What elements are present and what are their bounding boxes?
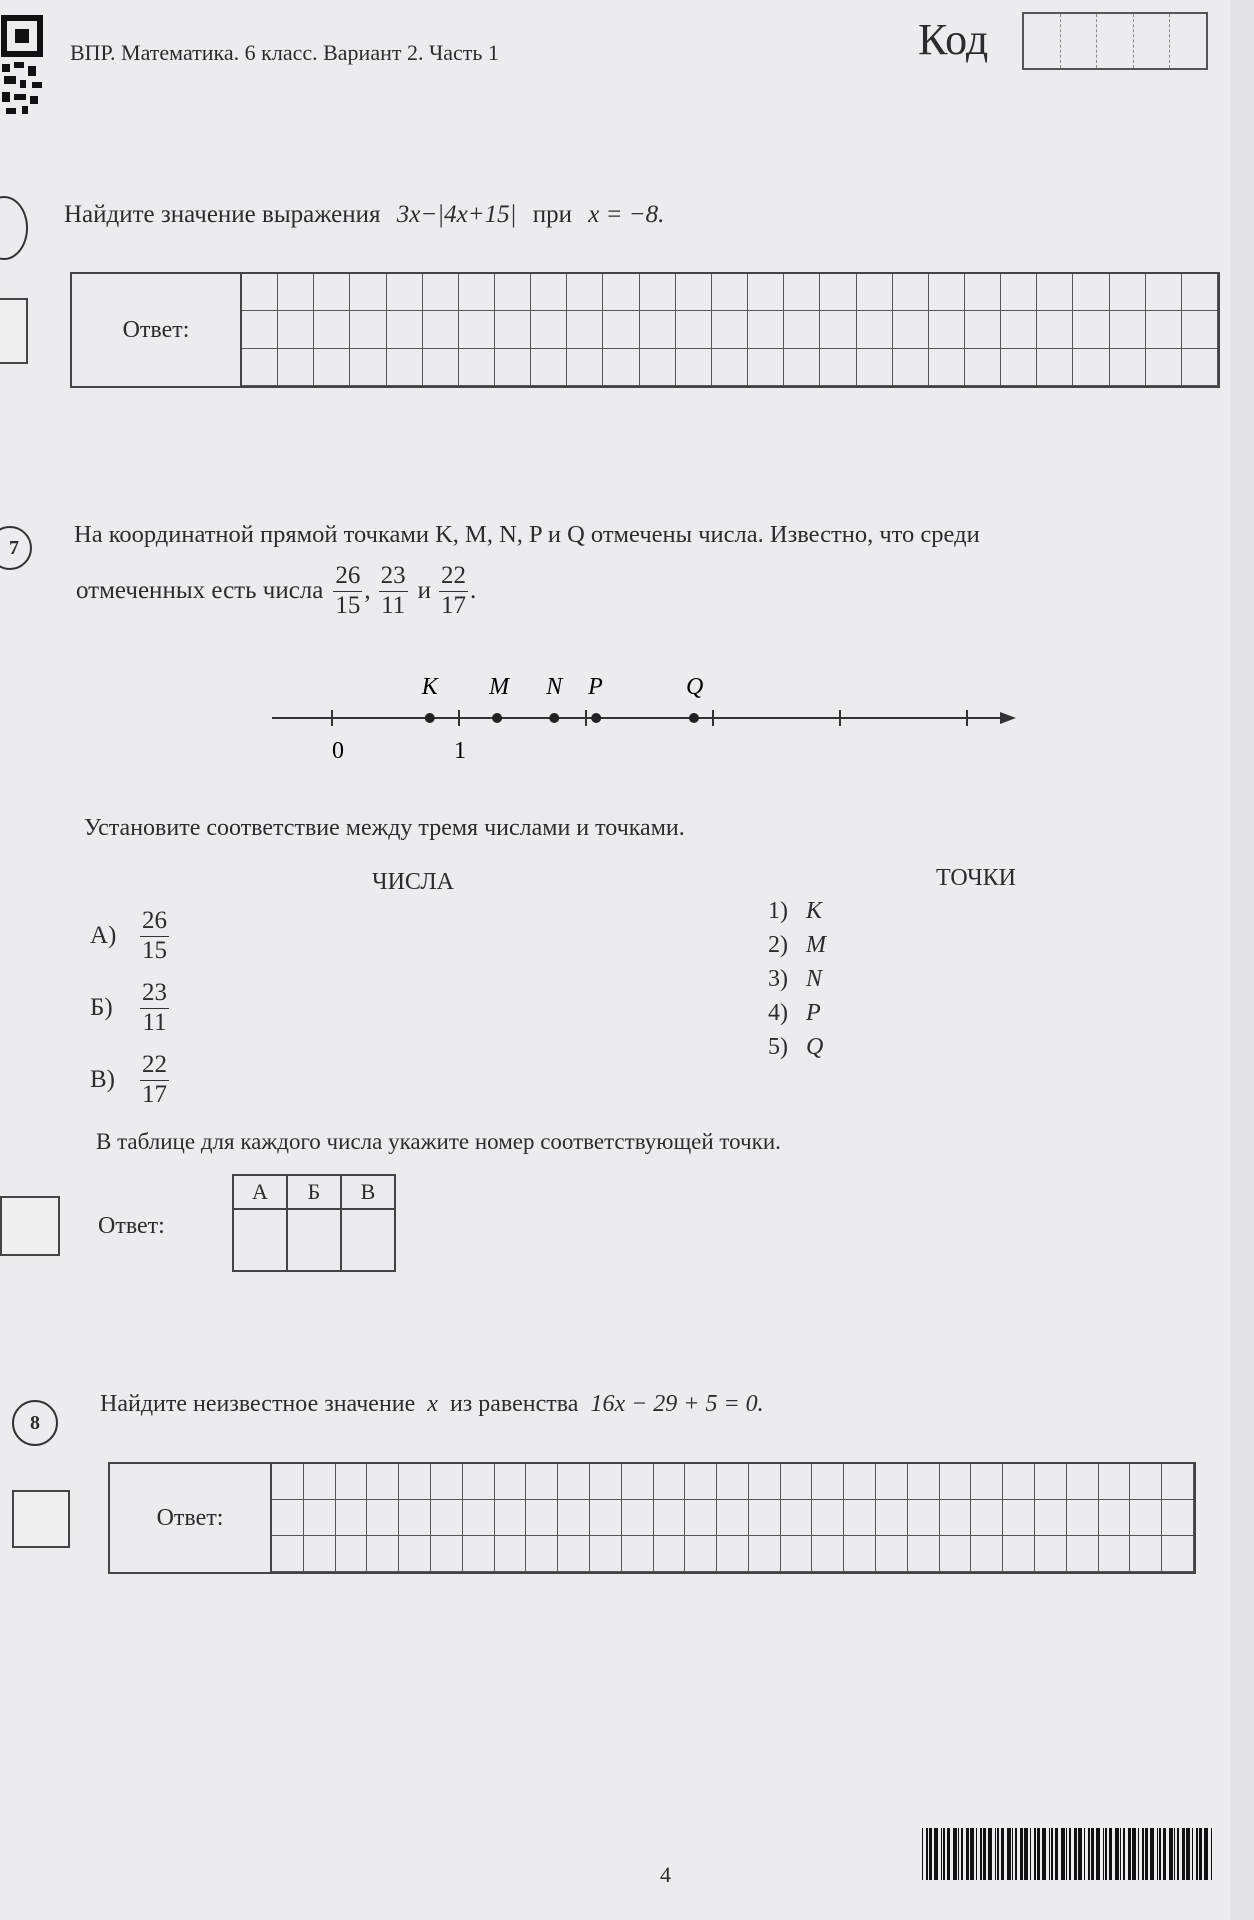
grid-cell[interactable] xyxy=(590,1500,622,1536)
grid-cell[interactable] xyxy=(812,1464,844,1500)
point-m xyxy=(492,713,502,723)
grid-cell[interactable] xyxy=(1099,1464,1131,1500)
grid-cell[interactable] xyxy=(431,1500,463,1536)
grid-cell[interactable] xyxy=(622,1536,654,1572)
grid-cell[interactable] xyxy=(278,349,314,386)
point-label-p: P xyxy=(588,674,603,700)
task8-score-box[interactable] xyxy=(12,1490,70,1548)
grid-cell[interactable] xyxy=(685,1464,717,1500)
grid-cell[interactable] xyxy=(893,274,929,311)
grid-cell[interactable] xyxy=(749,1500,781,1536)
point-label-n: N xyxy=(546,674,563,700)
grid-cell[interactable] xyxy=(1035,1500,1067,1536)
grid-cell[interactable] xyxy=(314,274,350,311)
grid-cell[interactable] xyxy=(590,1464,622,1500)
grid-cell[interactable] xyxy=(558,1500,590,1536)
grid-cell[interactable] xyxy=(423,274,459,311)
task6-answer-box[interactable] xyxy=(70,272,1220,388)
answer-label: Ответ: xyxy=(110,1464,272,1572)
grid-cell[interactable] xyxy=(526,1536,558,1572)
grid-cell[interactable] xyxy=(820,274,856,311)
grid-cell[interactable] xyxy=(526,1500,558,1536)
grid-cell[interactable] xyxy=(350,349,386,386)
grid-cell[interactable] xyxy=(685,1500,717,1536)
grid-cell[interactable] xyxy=(844,1464,876,1500)
grid-cell[interactable] xyxy=(812,1536,844,1572)
grid-cell[interactable] xyxy=(495,1464,527,1500)
grid-cell[interactable] xyxy=(336,1500,368,1536)
task8-number-circle: 8 xyxy=(12,1400,58,1446)
grid-cell[interactable] xyxy=(1003,1500,1035,1536)
grid-cell[interactable] xyxy=(749,1464,781,1500)
grid-cell[interactable] xyxy=(965,311,1001,348)
point-label-m: M xyxy=(489,674,510,700)
point-choice-4: 4) P xyxy=(768,1000,821,1026)
grid-cell[interactable] xyxy=(463,1536,495,1572)
grid-cell[interactable] xyxy=(622,1500,654,1536)
code-label: Код xyxy=(918,15,989,64)
grid-cell[interactable] xyxy=(567,311,603,348)
grid-cell[interactable] xyxy=(676,311,712,348)
grid-cell[interactable] xyxy=(336,1464,368,1500)
barcode-icon xyxy=(922,1828,1214,1880)
number-options xyxy=(90,900,171,1116)
task6-answer-grid[interactable] xyxy=(242,274,1218,386)
point-k xyxy=(425,713,435,723)
grid-cell[interactable] xyxy=(242,349,278,386)
grid-cell[interactable] xyxy=(1037,274,1073,311)
grid-cell[interactable] xyxy=(712,311,748,348)
grid-cell[interactable] xyxy=(876,1464,908,1500)
col-header-a: А xyxy=(233,1175,287,1209)
grid-cell[interactable] xyxy=(712,349,748,386)
grid-cell[interactable] xyxy=(748,274,784,311)
grid-cell[interactable] xyxy=(820,311,856,348)
answer-cell-v[interactable] xyxy=(341,1209,395,1271)
task8-answer-box[interactable] xyxy=(108,1462,1196,1574)
grid-cell[interactable] xyxy=(272,1500,304,1536)
grid-cell[interactable] xyxy=(1067,1464,1099,1500)
grid-cell[interactable] xyxy=(367,1536,399,1572)
option-a: А) $\frac{26}{15}$ xyxy=(90,906,167,964)
grid-cell[interactable] xyxy=(857,349,893,386)
grid-cell[interactable] xyxy=(242,311,278,348)
option-b: Б) $\frac{23}{11}$ xyxy=(90,978,167,1036)
answer-cell-a[interactable] xyxy=(233,1209,287,1271)
grid-cell[interactable] xyxy=(1162,1500,1194,1536)
tick-label-0: 0 xyxy=(332,738,344,764)
option-v: В) $\frac{22}{17}$ xyxy=(90,1050,167,1108)
grid-cell[interactable] xyxy=(857,311,893,348)
grid-cell[interactable] xyxy=(784,311,820,348)
grid-cell[interactable] xyxy=(1001,349,1037,386)
grid-cell[interactable] xyxy=(590,1536,622,1572)
grid-cell[interactable] xyxy=(1001,274,1037,311)
grid-cell[interactable] xyxy=(336,1536,368,1572)
grid-cell[interactable] xyxy=(423,349,459,386)
task7-table-instruction: В таблице для каждого числа укажите номер соответствующей точки. xyxy=(96,1129,781,1154)
grid-cell[interactable] xyxy=(1099,1536,1131,1572)
grid-cell[interactable] xyxy=(1037,349,1073,386)
grid-cell[interactable] xyxy=(495,311,531,348)
grid-cell[interactable] xyxy=(387,349,423,386)
grid-cell[interactable] xyxy=(654,1464,686,1500)
grid-cell[interactable] xyxy=(1035,1464,1067,1500)
grid-cell[interactable] xyxy=(387,311,423,348)
number-line xyxy=(260,666,1020,776)
grid-cell[interactable] xyxy=(781,1500,813,1536)
grid-cell[interactable] xyxy=(1073,349,1109,386)
grid-cell[interactable] xyxy=(1073,311,1109,348)
grid-cell[interactable] xyxy=(844,1500,876,1536)
grid-cell[interactable] xyxy=(1110,311,1146,348)
grid-cell[interactable] xyxy=(495,1536,527,1572)
grid-cell[interactable] xyxy=(717,1500,749,1536)
qr-code-icon xyxy=(0,14,46,118)
point-q xyxy=(689,713,699,723)
grid-cell[interactable] xyxy=(431,1536,463,1572)
grid-cell[interactable] xyxy=(399,1464,431,1500)
grid-cell[interactable] xyxy=(531,311,567,348)
point-label-k: K xyxy=(421,674,438,700)
grid-cell[interactable] xyxy=(558,1464,590,1500)
grid-cell[interactable] xyxy=(314,311,350,348)
grid-cell[interactable] xyxy=(971,1536,1003,1572)
grid-cell[interactable] xyxy=(314,349,350,386)
grid-cell[interactable] xyxy=(463,1500,495,1536)
grid-cell[interactable] xyxy=(965,349,1001,386)
grid-cell[interactable] xyxy=(1146,311,1182,348)
page-title: ВПР. Математика. 6 класс. Вариант 2. Часть 1 xyxy=(70,40,499,65)
task7-text-line2: отмеченных есть числа $\frac{26}{15}$ , $\frac{23}{11}$ и $\frac{22}{17}$ . xyxy=(76,562,477,619)
grid-cell[interactable] xyxy=(748,311,784,348)
grid-cell[interactable] xyxy=(640,311,676,348)
grid-cell[interactable] xyxy=(431,1464,463,1500)
grid-cell[interactable] xyxy=(940,1464,972,1500)
grid-cell[interactable] xyxy=(367,1464,399,1500)
grid-cell[interactable] xyxy=(423,311,459,348)
grid-cell[interactable] xyxy=(1035,1536,1067,1572)
tick-label-1: 1 xyxy=(454,738,466,764)
grid-cell[interactable] xyxy=(929,349,965,386)
task8-text: Найдите неизвестное значение x из равенства 16x − 29 + 5 = 0. xyxy=(100,1391,764,1417)
grid-cell[interactable] xyxy=(1001,311,1037,348)
grid-cell[interactable] xyxy=(387,274,423,311)
grid-cell[interactable] xyxy=(495,349,531,386)
grid-cell[interactable] xyxy=(459,311,495,348)
grid-cell[interactable] xyxy=(350,274,386,311)
grid-cell[interactable] xyxy=(1067,1536,1099,1572)
grid-cell[interactable] xyxy=(844,1536,876,1572)
grid-cell[interactable] xyxy=(908,1500,940,1536)
grid-cell[interactable] xyxy=(567,274,603,311)
grid-cell[interactable] xyxy=(399,1500,431,1536)
grid-cell[interactable] xyxy=(857,274,893,311)
grid-cell[interactable] xyxy=(1130,1536,1162,1572)
grid-cell[interactable] xyxy=(876,1536,908,1572)
grid-cell[interactable] xyxy=(304,1500,336,1536)
grid-cell[interactable] xyxy=(1037,311,1073,348)
code-input-box[interactable] xyxy=(1022,12,1208,70)
grid-cell[interactable] xyxy=(971,1464,1003,1500)
col-header-v: В xyxy=(341,1175,395,1209)
point-choice-5: 5) Q xyxy=(768,1034,824,1060)
numbers-column-title: ЧИСЛА xyxy=(372,869,454,895)
axis-arrow xyxy=(1000,712,1016,724)
grid-cell[interactable] xyxy=(1067,1500,1099,1536)
point-choice-2: 2) M xyxy=(768,932,826,958)
task7-text-line1: На координатной прямой точками K, M, N, P и Q отмечены числа. Известно, что среди xyxy=(74,521,980,548)
grid-cell[interactable] xyxy=(526,1464,558,1500)
answer-label: Ответ: xyxy=(98,1213,165,1239)
grid-cell[interactable] xyxy=(278,274,314,311)
grid-cell[interactable] xyxy=(1162,1536,1194,1572)
grid-cell[interactable] xyxy=(272,1536,304,1572)
task7-answer-table[interactable] xyxy=(232,1174,396,1272)
grid-cell[interactable] xyxy=(717,1464,749,1500)
point-p xyxy=(591,713,601,723)
grid-cell[interactable] xyxy=(654,1500,686,1536)
grid-cell[interactable] xyxy=(1003,1464,1035,1500)
grid-cell[interactable] xyxy=(603,274,639,311)
grid-cell[interactable] xyxy=(784,274,820,311)
grid-cell[interactable] xyxy=(1130,1500,1162,1536)
grid-cell[interactable] xyxy=(1003,1536,1035,1572)
grid-cell[interactable] xyxy=(940,1536,972,1572)
grid-cell[interactable] xyxy=(781,1536,813,1572)
grid-cell[interactable] xyxy=(622,1464,654,1500)
grid-cell[interactable] xyxy=(1182,274,1218,311)
grid-cell[interactable] xyxy=(242,274,278,311)
answer-label: Ответ: xyxy=(72,274,242,386)
point-label-q: Q xyxy=(685,674,704,700)
grid-cell[interactable] xyxy=(749,1536,781,1572)
grid-cell[interactable] xyxy=(640,349,676,386)
grid-cell[interactable] xyxy=(531,274,567,311)
answer-cell-b[interactable] xyxy=(287,1209,341,1271)
grid-cell[interactable] xyxy=(495,274,531,311)
grid-cell[interactable] xyxy=(495,1500,527,1536)
grid-cell[interactable] xyxy=(459,349,495,386)
grid-cell[interactable] xyxy=(781,1464,813,1500)
points-column-title: ТОЧКИ xyxy=(936,865,1017,891)
point-choice-1: 1) K xyxy=(768,898,823,924)
grid-cell[interactable] xyxy=(1162,1464,1194,1500)
grid-cell[interactable] xyxy=(567,349,603,386)
grid-cell[interactable] xyxy=(1182,311,1218,348)
grid-cell[interactable] xyxy=(1146,349,1182,386)
grid-cell[interactable] xyxy=(399,1536,431,1572)
grid-cell[interactable] xyxy=(640,274,676,311)
task7-instruction: Установите соответствие между тремя числами и точками. xyxy=(84,815,685,841)
point-choice-3: 3) N xyxy=(768,966,823,992)
grid-cell[interactable] xyxy=(1146,274,1182,311)
grid-cell[interactable] xyxy=(1110,274,1146,311)
grid-cell[interactable] xyxy=(304,1464,336,1500)
grid-cell[interactable] xyxy=(558,1536,590,1572)
grid-cell[interactable] xyxy=(278,311,314,348)
task6-score-box[interactable] xyxy=(0,298,28,364)
grid-cell[interactable] xyxy=(940,1500,972,1536)
grid-cell[interactable] xyxy=(1130,1464,1162,1500)
grid-cell[interactable] xyxy=(971,1500,1003,1536)
col-header-b: Б xyxy=(287,1175,341,1209)
grid-cell[interactable] xyxy=(603,311,639,348)
grid-cell[interactable] xyxy=(717,1536,749,1572)
point-choices xyxy=(768,898,826,1068)
grid-cell[interactable] xyxy=(350,311,386,348)
grid-cell[interactable] xyxy=(463,1464,495,1500)
grid-cell[interactable] xyxy=(965,274,1001,311)
task6-text: Найдите значение выражения 3x−|4x+15| при x = −8. xyxy=(64,201,665,228)
grid-cell[interactable] xyxy=(784,349,820,386)
grid-cell[interactable] xyxy=(908,1536,940,1572)
task8-answer-grid[interactable] xyxy=(272,1464,1194,1572)
grid-cell[interactable] xyxy=(603,349,639,386)
page-number: 4 xyxy=(660,1862,671,1887)
point-n xyxy=(549,713,559,723)
grid-cell[interactable] xyxy=(812,1500,844,1536)
grid-cell[interactable] xyxy=(304,1536,336,1572)
grid-cell[interactable] xyxy=(685,1536,717,1572)
grid-cell[interactable] xyxy=(929,311,965,348)
grid-cell[interactable] xyxy=(531,349,567,386)
grid-cell[interactable] xyxy=(1110,349,1146,386)
grid-cell[interactable] xyxy=(654,1536,686,1572)
grid-cell[interactable] xyxy=(929,274,965,311)
grid-cell[interactable] xyxy=(676,274,712,311)
grid-cell[interactable] xyxy=(459,274,495,311)
grid-cell[interactable] xyxy=(1099,1500,1131,1536)
grid-cell[interactable] xyxy=(712,274,748,311)
task7-score-box[interactable] xyxy=(0,1196,60,1256)
grid-cell[interactable] xyxy=(367,1500,399,1536)
grid-cell[interactable] xyxy=(272,1464,304,1500)
grid-cell[interactable] xyxy=(908,1464,940,1500)
grid-cell[interactable] xyxy=(893,349,929,386)
task7-number-circle: 7 xyxy=(0,526,32,570)
grid-cell[interactable] xyxy=(1073,274,1109,311)
grid-cell[interactable] xyxy=(676,349,712,386)
grid-cell[interactable] xyxy=(876,1500,908,1536)
grid-cell[interactable] xyxy=(820,349,856,386)
grid-cell[interactable] xyxy=(893,311,929,348)
grid-cell[interactable] xyxy=(748,349,784,386)
grid-cell[interactable] xyxy=(1182,349,1218,386)
